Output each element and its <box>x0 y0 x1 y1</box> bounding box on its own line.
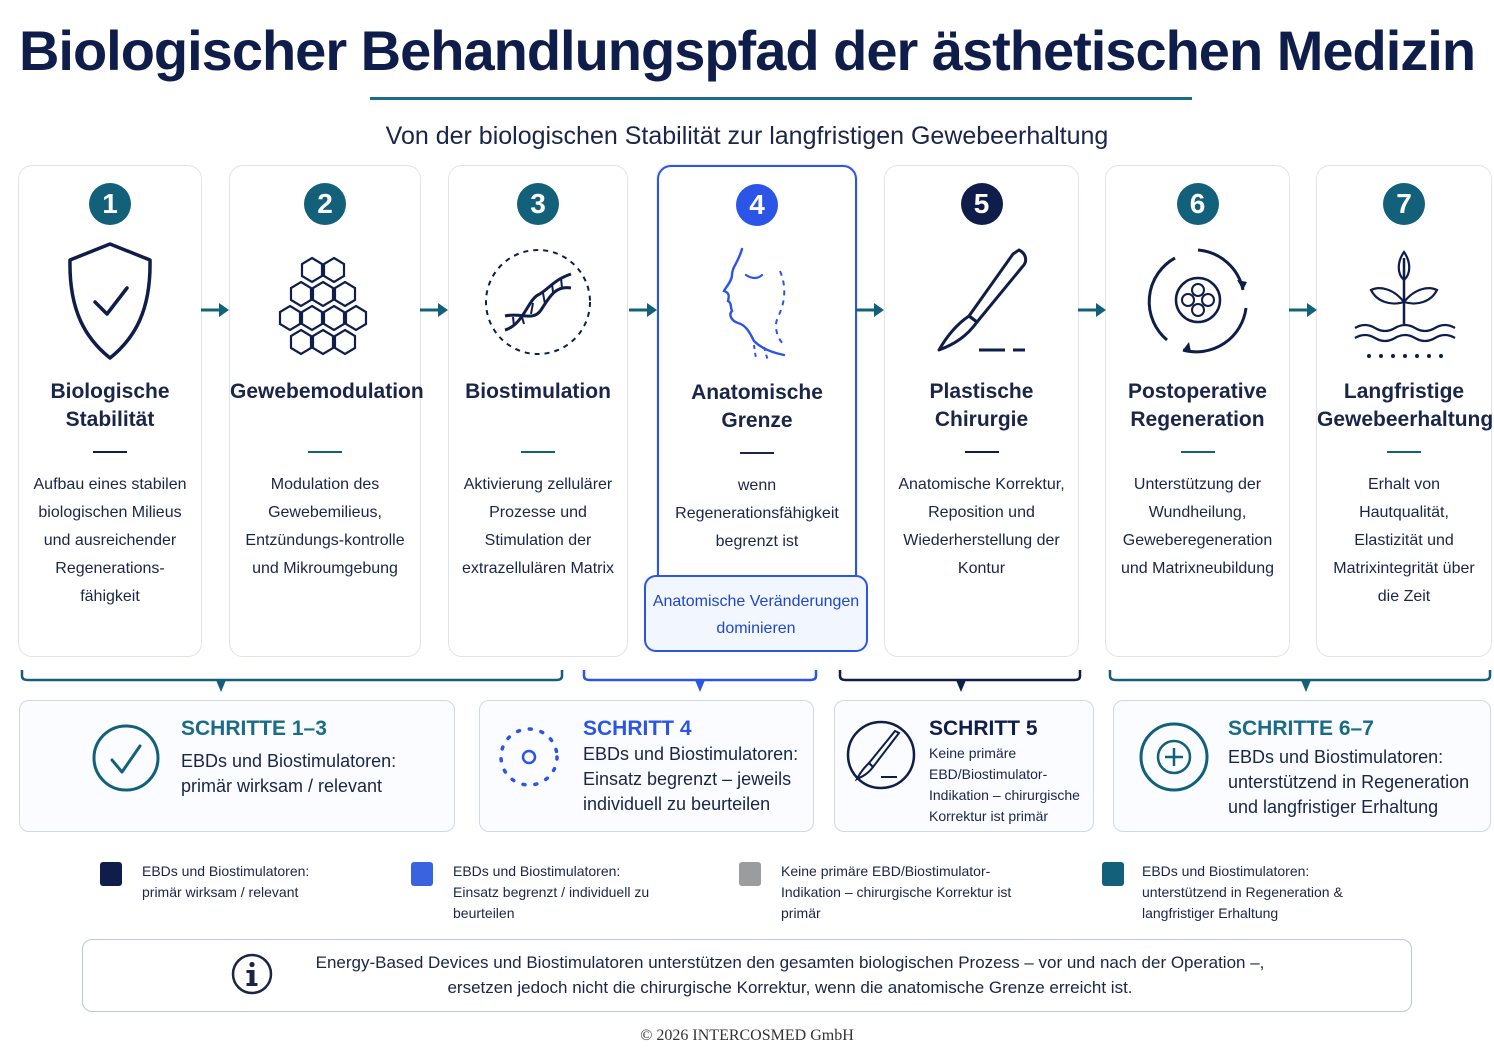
step-title: Langfristige Gewebeerhaltung <box>1317 380 1494 431</box>
info-text: Energy-Based Devices und Biostimulatoren unterstützen den gesamten biologischen Prozess – vor und nach der Operation –, ersetzen jedoch nicht die chirurgische Korrektur, wenn die anatomische Grenze erreicht ist. <box>315 953 1265 997</box>
step-divider <box>308 451 342 453</box>
plant-icon <box>1349 240 1459 364</box>
legend-text: EBDs und Biostimulatoren: primär wirksam / relevant <box>142 863 310 900</box>
step-number-badge: 4 <box>736 184 778 226</box>
step-description: Unterstützung der Wundheilung, Geweberegeneration und Matrixneubildung <box>1121 476 1274 577</box>
step-description: Modulation des Gewebemilieus, Entzündungs-kontrolle und Mikroumgebung <box>245 476 405 577</box>
step-description: Aufbau eines stabilen biologischen Milieus und ausreichender Regenerations-fähigkeit <box>33 476 187 605</box>
step-card-6 <box>1105 165 1290 657</box>
step-card-7 <box>1316 165 1492 657</box>
summary-step-5 <box>834 700 1094 832</box>
arrow-right-icon <box>1078 300 1106 320</box>
group-bracket <box>838 668 1082 694</box>
page-title: Biologischer Behandlungspfad der ästhetischen Medizin <box>18 19 1476 82</box>
step-card-4 <box>657 165 857 579</box>
dotted-circle-icon <box>494 721 564 795</box>
summary-steps-6-7 <box>1113 700 1491 832</box>
anatomical-limit-callout: Anatomische Veränderungen dominieren <box>644 575 868 652</box>
step-title: Anatomische Grenze <box>691 381 823 432</box>
step-divider <box>1387 451 1421 453</box>
legend-text: EBDs und Biostimulatoren: Einsatz begrenzt / individuell zu beurteilen <box>453 863 650 921</box>
plus-circle-icon <box>1138 715 1210 797</box>
scalpel-icon <box>927 240 1037 364</box>
group-bracket <box>582 668 818 694</box>
step-card-1 <box>18 165 202 657</box>
step-number-badge: 1 <box>89 183 131 225</box>
step-number-badge: 3 <box>517 183 559 225</box>
step-title: Biostimulation <box>465 380 611 403</box>
step-card-3 <box>448 165 628 657</box>
group-bracket <box>1108 668 1494 694</box>
summary-text: EBDs und Biostimulatoren: unterstützend in Regeneration und langfristiger Erhaltung <box>1228 747 1470 817</box>
step-number-badge: 2 <box>304 183 346 225</box>
summary-steps-1-3 <box>19 700 455 832</box>
step-card-2 <box>229 165 424 657</box>
summary-text: EBDs und Biostimulatoren: primär wirksam / relevant <box>181 751 397 796</box>
step-divider <box>740 452 774 454</box>
legend-text: Keine primäre EBD/Biostimulator-Indikation – chirurgische Korrektur ist primär <box>781 863 1012 921</box>
arrow-right-icon <box>201 300 229 320</box>
title-underline <box>370 97 1192 100</box>
group-bracket <box>20 668 564 694</box>
copyright-footer: © 2026 INTERCOSMED GmbH <box>640 1027 854 1044</box>
step-title: Gewebemodulation <box>230 380 424 403</box>
summary-text: Keine primäre EBD/Biostimulator-Indikation – chirurgische Korrektur ist primär <box>929 745 1080 824</box>
scalpel-circle-icon <box>845 715 917 797</box>
shield-check-icon <box>55 240 165 364</box>
step-number-badge: 6 <box>1177 183 1219 225</box>
summary-heading: SCHRITT 4 <box>583 717 692 740</box>
legend-swatch <box>739 862 761 886</box>
step-divider <box>521 451 555 453</box>
step-description: Erhalt von Hautqualität, Elastizität und Matrixintegrität über die Zeit <box>1333 476 1475 605</box>
step-title: Postoperative Regeneration <box>1128 380 1267 431</box>
arrow-right-icon <box>629 300 657 320</box>
step-divider <box>1181 451 1215 453</box>
legend-swatch <box>1102 862 1124 886</box>
summary-step-4 <box>479 700 814 832</box>
info-icon <box>230 952 274 996</box>
step-divider <box>93 451 127 453</box>
step-number-badge: 5 <box>961 183 1003 225</box>
summary-heading: SCHRITT 5 <box>929 717 1038 740</box>
summary-heading: SCHRITTE 1–3 <box>181 717 327 740</box>
summary-heading: SCHRITTE 6–7 <box>1228 717 1374 740</box>
arrow-right-icon <box>1289 300 1317 320</box>
step-description: wenn Regenerationsfähigkeit begrenzt ist <box>675 477 839 550</box>
dna-icon <box>483 240 593 364</box>
hexagon-cells-icon <box>270 240 380 364</box>
legend-swatch <box>100 862 122 886</box>
check-circle-icon <box>90 718 162 800</box>
step-number-badge: 7 <box>1383 183 1425 225</box>
step-title: Plastische Chirurgie <box>929 380 1034 431</box>
arrow-right-icon <box>420 300 448 320</box>
step-description: Anatomische Korrektur, Reposition und Wiederherstellung der Kontur <box>898 476 1065 577</box>
legend-swatch <box>411 862 433 886</box>
arrow-right-icon <box>856 300 884 320</box>
page-subtitle: Von der biologischen Stabilität zur langfristigen Gewebeerhaltung <box>385 122 1109 150</box>
step-title: Biologische Stabilität <box>50 380 170 431</box>
step-divider <box>965 451 999 453</box>
regeneration-cycle-icon <box>1143 240 1253 364</box>
summary-text: EBDs und Biostimulatoren: Einsatz begrenzt – jeweils individuell zu beurteilen <box>583 744 799 814</box>
face-profile-icon <box>702 241 812 365</box>
step-card-5 <box>884 165 1079 657</box>
legend-text: EBDs und Biostimulatoren: unterstützend in Regeneration & langfristiger Erhaltung <box>1142 863 1343 921</box>
step-description: Aktivierung zellulärer Prozesse und Stimulation der extrazellulären Matrix <box>461 476 615 577</box>
